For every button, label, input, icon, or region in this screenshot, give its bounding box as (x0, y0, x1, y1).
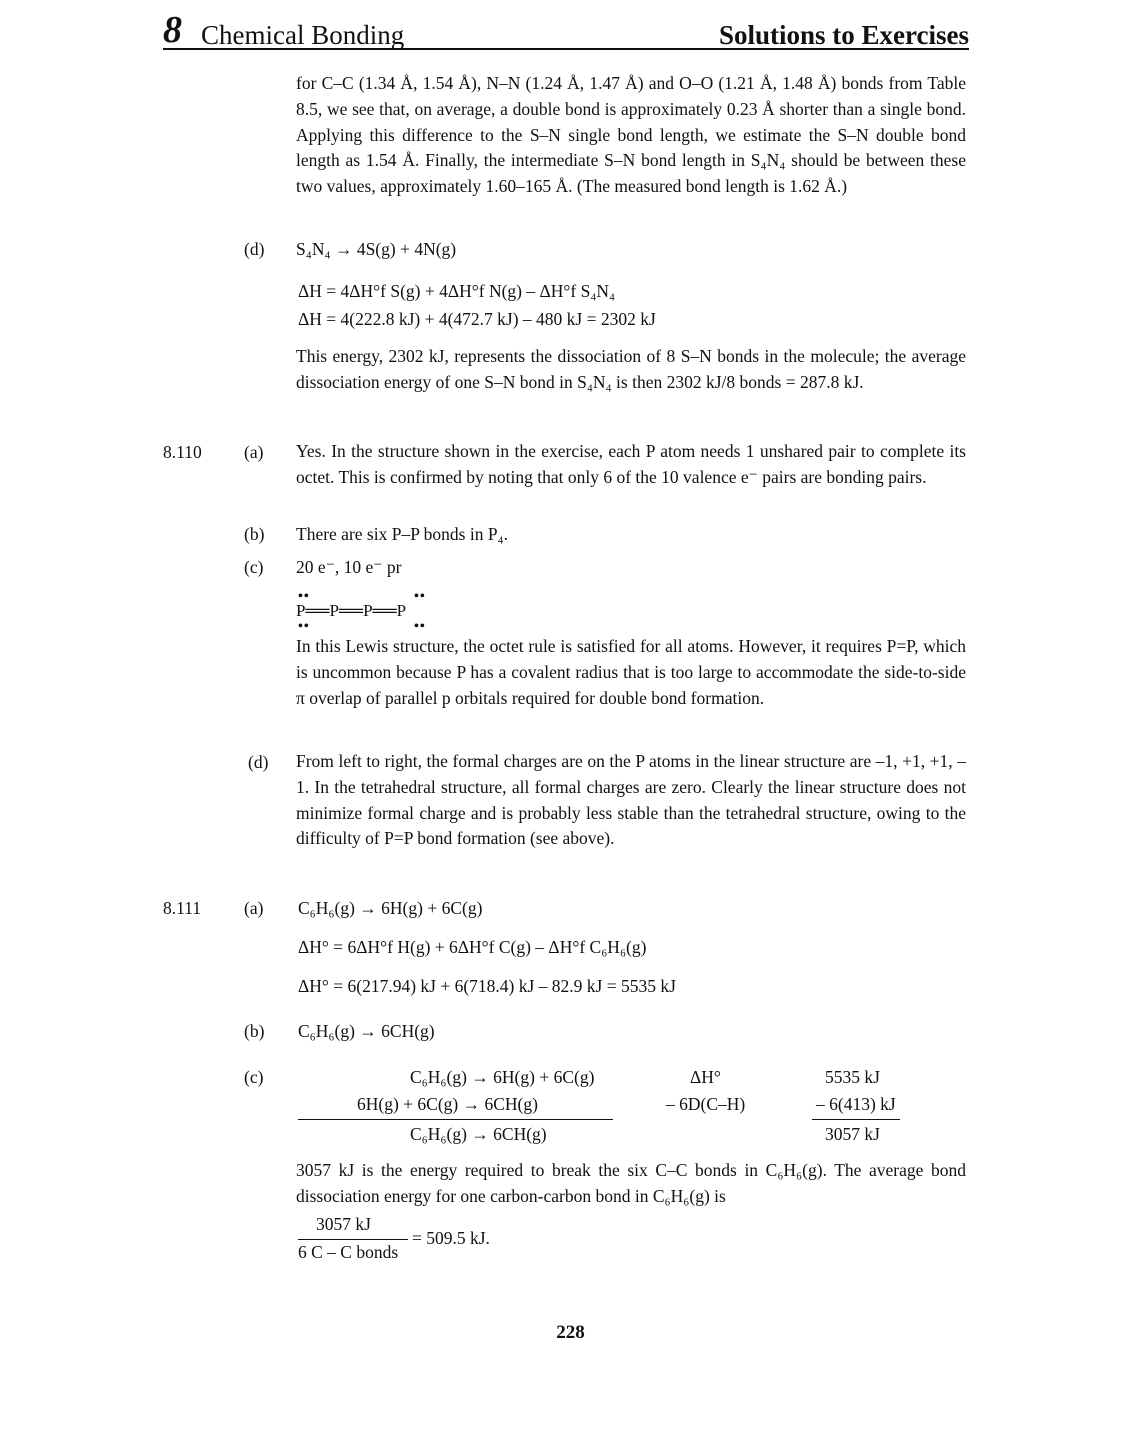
fraction-result: = 509.5 kJ. (412, 1228, 490, 1248)
hess-row-2-value: – 6(413) kJ (816, 1094, 896, 1114)
sum-rule (298, 1119, 613, 1120)
part-b-text: There are six P–P bonds in P₄. (296, 524, 509, 544)
lewis-structure (296, 589, 456, 634)
lewis-paragraph: In this Lewis structure, the octet rule is satisfied for all atoms. However, it requires P=P, which is uncommon because P has a covalent radius that is too large to accommodate the side-to-side π overlap of parallel p orbitals required for double bond formation. (296, 636, 966, 708)
part-b-label: (b) (244, 1021, 265, 1041)
chapter-title: Chemical Bonding (201, 20, 405, 50)
part-c-label: (c) (244, 1067, 264, 1087)
part-a-label: (a) (244, 442, 264, 462)
part-a-text: Yes. In the structure shown in the exercise, each P atom needs 1 unshared pair to complete its octet. This is confirmed by noting that only 6 of the 10 valence e⁻ pairs are bonding pairs. (296, 441, 966, 487)
hess-row-3-reaction: C₆H₆(g) → 6CH(g) (410, 1124, 547, 1144)
sum-rule (812, 1119, 900, 1120)
part-d-text: From left to right, the formal charges are on the P atoms in the linear structure are –1, +1, +1, –1. In the tetrahedral structure, all formal charges are zero. Clearly the linear structure does not minimize formal charge and is probably less stable than the tetrahedral structure, owing to the difficulty of P=P bond formation (see above). (296, 751, 966, 849)
hess-row-1-label: ΔH° (690, 1067, 721, 1087)
benzene-ch-reaction: C₆H₆(g) → 6CH(g) (298, 1021, 435, 1041)
benzene-reaction: C₆H₆(g) → 6H(g) + 6C(g) (298, 898, 483, 918)
part-a-label: (a) (244, 898, 264, 918)
chapter-number: 8 (163, 9, 182, 51)
enthalpy-equation-1: ΔH = 4ΔH°f S(g) + 4ΔH°f N(g) – ΔH°f S₄N₄ (298, 281, 616, 301)
hess-row-2-label: – 6D(C–H) (666, 1094, 746, 1114)
enthalpy-equation-2: ΔH° = 6(217.94) kJ + 6(718.4) kJ – 82.9 kJ = 5535 kJ (298, 976, 676, 996)
section-title: Solutions to Exercises (718, 20, 969, 50)
part-b-label: (b) (244, 524, 265, 544)
lewis-formula: P══P══P══P (296, 601, 407, 620)
hess-row-1-value: 5535 kJ (825, 1067, 880, 1087)
lone-pair-dots: •• (298, 589, 310, 604)
lone-pair-dots: •• (298, 619, 310, 634)
page-number: 228 (556, 1322, 585, 1343)
lone-pair-dots: •• (414, 619, 426, 634)
s4n4-reaction: S₄N₄ → 4S(g) + 4N(g) (296, 239, 457, 259)
part-c-label: (c) (244, 557, 264, 577)
part-d-label: (d) (248, 752, 269, 772)
average-bond-energy-fraction (296, 1212, 526, 1268)
enthalpy-equation-1: ΔH° = 6ΔH°f H(g) + 6ΔH°f C(g) – ΔH°f C₆H₆(g) (298, 937, 647, 957)
fraction-denominator: 6 C – C bonds (298, 1242, 399, 1262)
lone-pair-dots: •• (414, 589, 426, 604)
hess-row-1-reaction: C₆H₆(g) → 6H(g) + 6C(g) (410, 1067, 595, 1087)
exercise-number: 8.111 (163, 898, 202, 918)
carbon-bond-paragraph: 3057 kJ is the energy required to break the six C–C bonds in C₆H₆(g). The average bond dissociation energy for one carbon-carbon bond in C₆H₆(g) is (296, 1160, 966, 1206)
hess-row-3-value: 3057 kJ (825, 1124, 880, 1144)
part-d-label: (d) (244, 239, 265, 259)
fraction-numerator: 3057 kJ (316, 1214, 371, 1234)
enthalpy-equation-2: ΔH = 4(222.8 kJ) + 4(472.7 kJ) – 480 kJ = 2302 kJ (298, 309, 656, 329)
continuation-paragraph: for C–C (1.34 Å, 1.54 Å), N–N (1.24 Å, 1.47 Å) and O–O (1.21 Å, 1.48 Å) bonds from Table 8.5, we see that, on average, a double bond is approximately 0.23 Å shorter than a single bond. Applying this difference to the S–N single bond length, we estimate the S–N double bond length as 1.54 Å. Finally, the intermediate S–N bond length in S₄N₄ should be between these two values, approximately 1.60–165 Å. (The measured bond length is 1.62 Å.) (296, 73, 966, 197)
dissociation-paragraph: This energy, 2302 kJ, represents the dissociation of 8 S–N bonds in the molecule; the average dissociation energy of one S–N bond in S₄N₄ is then 2302 kJ/8 bonds = 287.8 kJ. (296, 346, 966, 392)
exercise-number: 8.110 (163, 442, 202, 462)
part-c-text: 20 e⁻, 10 e⁻ pr (296, 557, 402, 577)
page-header (163, 6, 969, 50)
hess-row-2-reaction: 6H(g) + 6C(g) → 6CH(g) (357, 1094, 538, 1114)
